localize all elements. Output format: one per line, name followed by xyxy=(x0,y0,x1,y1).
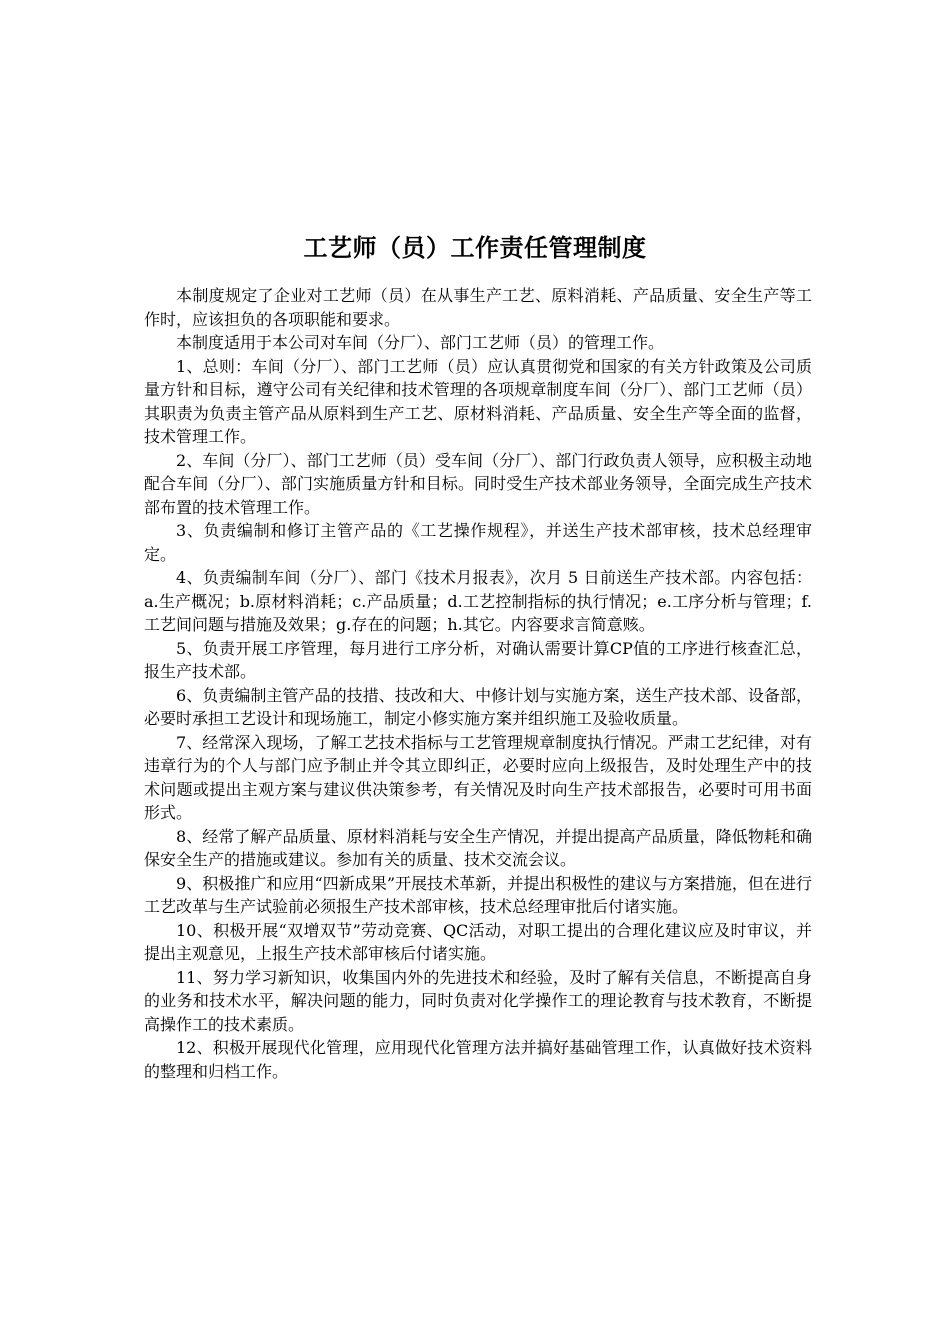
paragraph-item-1: 1、总则：车间（分厂）、部门工艺师（员）应认真贯彻党和国家的有关方针政策及公司质量方针和目标，遵守公司有关纪律和技术管理的各项规章制度车间（分厂）、部门工艺师（员）其职责为负责主管产品从原料到生产工艺、原材料消耗、产品质量、安全生产等全面的监督，技术管理工作。 xyxy=(144,356,812,446)
paragraph-item-7: 7、经常深入现场，了解工艺技术指标与工艺管理规章制度执行情况。严肃工艺纪律，对有违章行为的个人与部门应予制止并令其立即纠正，必要时应向上级报告，及时处理生产中的技术问题或提出主观方案与建议供决策参考，有关情况及时向生产技术部报告，必要时可用书面形式。 xyxy=(144,732,812,822)
paragraph-item-5: 5、负责开展工序管理，每月进行工序分析，对确认需要计算CP值的工序进行核查汇总，报生产技术部。 xyxy=(144,638,812,681)
paragraph-item-2: 2、车间（分厂）、部门工艺师（员）受车间（分厂）、部门行政负责人领导，应积极主动地配合车间（分厂）、部门实施质量方针和目标。同时受生产技术部业务领导，全面完成生产技术部布置的技术管理工作。 xyxy=(144,450,812,517)
paragraph-item-11: 11、努力学习新知识，收集国内外的先进技术和经验，及时了解有关信息，不断提高自身的业务和技术水平，解决问题的能力，同时负责对化学操作工的理论教育与技术教育，不断提高操作工的技术素质。 xyxy=(144,967,812,1034)
paragraph-scope-intro: 本制度规定了企业对工艺师（员）在从事生产工艺、原料消耗、产品质量、安全生产等工作时，应该担负的各项职能和要求。 xyxy=(144,286,812,329)
paragraph-item-4: 4、负责编制车间（分厂）、部门《技术月报表》，次月 5 日前送生产技术部。内容包括：a.生产概况；b.原材料消耗；c.产品质量；d.工艺控制指标的执行情况；e.工序分析与管理；f.工艺间问题与措施及效果；g.存在的问题；h.其它。内容要求言简意赅。 xyxy=(144,568,812,634)
document-body xyxy=(144,284,812,1083)
document-title: 工艺师（员）工作责任管理制度 xyxy=(303,234,647,262)
paragraph-item-12: 12、积极开展现代化管理，应用现代化管理方法并搞好基础管理工作，认真做好技术资料的整理和归档工作。 xyxy=(144,1038,812,1081)
paragraph-applicability: 本制度适用于本公司对车间（分厂）、部门工艺师（员）的管理工作。 xyxy=(176,333,665,352)
paragraph-item-6: 6、负责编制主管产品的技措、技改和大、中修计划与实施方案，送生产技术部、设备部，必要时承担工艺设计和现场施工，制定小修实施方案并组织施工及验收质量。 xyxy=(144,685,812,728)
paragraph-item-9: 9、积极推广和应用“四新成果”开展技术革新，并提出积极性的建议与方案措施，但在进行工艺改革与生产试验前必须报生产技术部审核，技术总经理审批后付诸实施。 xyxy=(144,873,812,916)
paragraph-item-3: 3、负责编制和修订主管产品的《工艺操作规程》，并送生产技术部审核，技术总经理审定。 xyxy=(144,521,812,564)
paragraph-item-8: 8、经常了解产品质量、原材料消耗与安全生产情况，并提出提高产品质量，降低物耗和确保安全生产的措施或建议。参加有关的质量、技术交流会议。 xyxy=(144,826,812,869)
paragraph-item-10: 10、积极开展“双增双节”劳动竞赛、QC活动，对职工提出的合理化建议应及时审议，并提出主观意见，上报生产技术部审核后付诸实施。 xyxy=(144,920,812,963)
